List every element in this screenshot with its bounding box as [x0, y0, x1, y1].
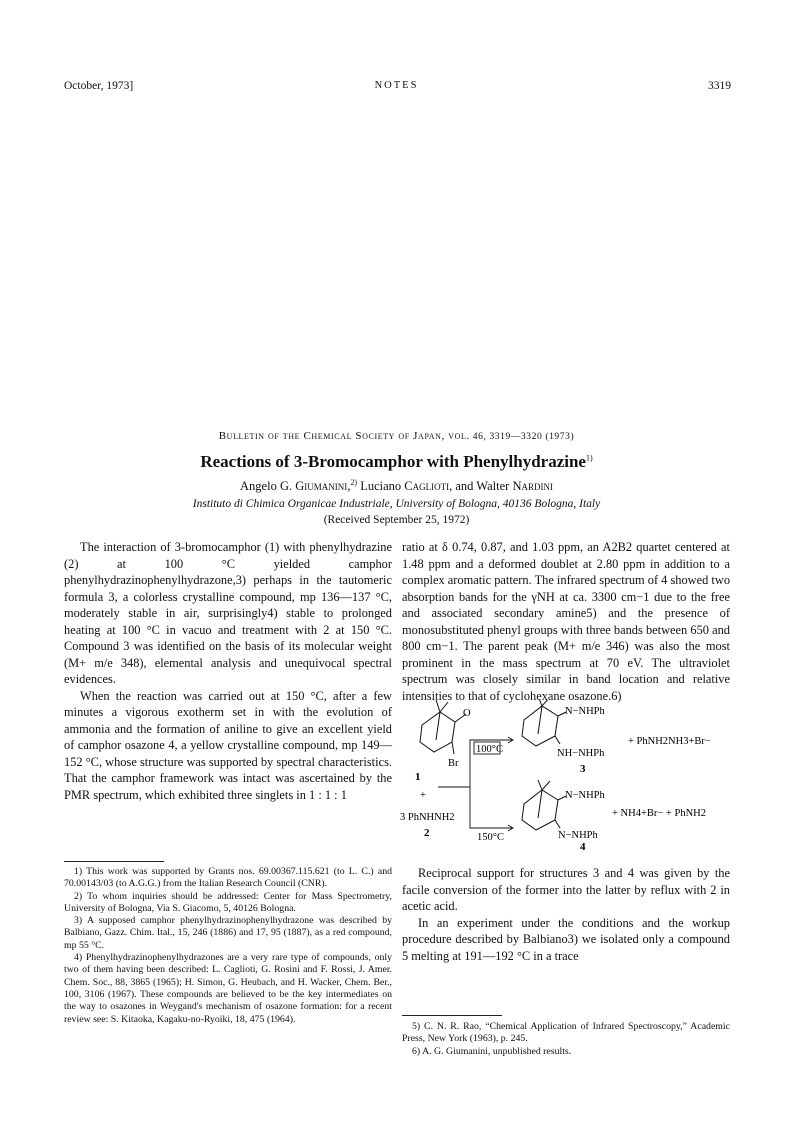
author-join: and Walter — [455, 479, 510, 494]
footnotes-right — [402, 1021, 730, 1058]
compound-label-4: 4 — [580, 841, 586, 850]
plus-sign: + — [420, 790, 426, 801]
footnote: 3) A supposed camphor phenylhydrazinophenylhydrazone was described by Balbiano, Gazz. Chim. Ital., 15, 246 (1886) and 17, 95 (1887), as a red compound, mp 55 °C. — [64, 915, 392, 951]
article-title — [0, 452, 793, 472]
footnote: 5) C. N. R. Rao, “Chemical Application of Infrared Spectroscopy,” Academic Press, New York (1963), p. 245. — [402, 1021, 730, 1045]
product4-byproducts: + NH4+Br− + PhNH2 — [612, 808, 706, 819]
journal-citation — [0, 430, 793, 442]
page-number: 3319 — [708, 80, 731, 92]
oxygen-label: O — [463, 708, 471, 719]
title-text: Reactions of 3-Bromocamphor with Phenylhydrazine — [200, 452, 586, 471]
footnote: 2) To whom inquiries should be addressed: Center for Mass Spectrometry, University of Bologna, Via S. Giacomo, 5, 40126 Bologna. — [64, 890, 392, 914]
temp-label-150: 150°C — [477, 832, 504, 843]
paragraph: ratio at δ 0.74, 0.87, and 1.03 ppm, an A2B2 quartet centered at 1.48 ppm and a deformed doublet at 2.80 ppm in addition to a complex aromatic pattern. The infrared spectrum of 4 showed two absorption bands for the γNH at ca. 3300 cm−1 due to the free and associated secondary amine5) and the presence of monosubstituted phenyl groups with three bands between 650 and 800 cm−1. The parent peak (M+ m/e 346) was also the most prominent in the mass spectrum at 70 eV. The ultraviolet spectrum was closely similar in band location and relative intensities to that of cyclohexane osazone.6) — [402, 540, 731, 703]
journal-volume: 46, 3319—3320 (1973) — [472, 432, 575, 442]
paragraph: Reciprocal support for structures 3 and 4 was given by the facile conversion of the former into the latter by reflux with 2 in acetic acid. — [402, 866, 730, 913]
affiliation: Instituto di Chimica Organicae Industriale, University of Bologna, 40136 Bologna, Italy — [192, 498, 601, 510]
running-header-date: October, 1973] — [64, 80, 134, 92]
reaction-scheme — [400, 700, 736, 850]
compound-label-3: 3 — [580, 763, 586, 775]
body-right-column — [402, 539, 730, 704]
body-right-column-lower — [402, 865, 730, 964]
phenylhydrazine-label: 3 PhNHNH2 — [400, 812, 455, 823]
paragraph: When the reaction was carried out at 150 °C, after a few minutes a vigorous exotherm set in with the evolution of ammonia and the formation of aniline to give an excellent yield of camphor osazone 4, a yellow crystalline compound, mp 149—152 °C, whose structure was supported by spectral characteristics. That the camphor framework was intact was ascertained by the PMR spectrum, which exhibited three singlets in 1 : 1 : 1 — [64, 688, 392, 802]
body-left-column — [64, 539, 392, 803]
footnote-rule — [402, 1015, 502, 1016]
received-date: (Received September 25, 1972) — [323, 514, 470, 526]
paragraph: In an experiment under the conditions and the workup procedure described by Balbiano3) we isolated only a compound 5 melting at 191—192 °C in a trace — [402, 915, 730, 963]
footnote: 4) Phenylhydrazinophenylhydrazones are a very rare type of compounds, only two of them having been described: L. Caglioti, G. Rosini and F. Rossi, J. Amer. Chem. Soc., 88, 3865 (1965); H. Simon, G. Heubach, and H. Wacker, Chem. Ber., 100, 3106 (1967). These compounds are believed to be the key intermediates on the way to osazones in Weygand's mechanism of osazone formation: for a recent review see: S. Kitaoka, Kagaku-no-Ryoiki, 18, 475 (1964). — [64, 952, 392, 1025]
author2-first: Luciano — [360, 479, 402, 494]
author3-last: Nardini — [512, 479, 553, 494]
bromocamphor-structure — [420, 700, 466, 754]
product3-top-group: N−NHPh — [565, 706, 605, 717]
footnote: 1) This work was supported by Grants nos. 69.00367.115.621 (to L. C.) and 70.00143/03 (to A.G.G.) from the Italian Research Council (CNR). — [64, 866, 392, 890]
product3-bottom-group: NH−NHPh — [557, 748, 605, 759]
author1-note: 2) — [350, 478, 358, 487]
author1-first: Angelo G. — [240, 479, 293, 494]
bromo-label: Br — [448, 758, 459, 769]
footnote-rule — [64, 861, 164, 862]
title-footnote-marker: 1) — [585, 453, 593, 463]
product4-top-group: N−NHPh — [565, 790, 605, 801]
hydrazone-structure — [522, 700, 566, 746]
paragraph: The interaction of 3-bromocamphor (1) with phenylhydrazine (2) at 100 °C yielded camphor phenylhydrazinophenylhydrazone,3) perhaps in the tautomeric formula 3, a colorless crystalline compound, mp 136—137 °C, moderately stable in air, surprisingly4) stable to prolonged heating at 100 °C in vacuo and treatment with 2 at 150 °C. Compound 3 was identified on the basis of its molecular weight (M+ m/e 348), elemental analysis and unequivocal spectral evidences. — [64, 540, 392, 686]
author-list — [0, 478, 793, 494]
product3-byproduct: + PhNH2NH3+Br− — [628, 736, 711, 747]
temp-label-100: 100°C — [476, 744, 503, 755]
author1-last: Giumanini, — [295, 479, 351, 494]
osazone-structure — [522, 780, 566, 830]
running-header-section: NOTES — [374, 80, 419, 91]
product4-bottom-group: N−NHPh — [558, 830, 598, 841]
footnotes-left — [64, 866, 392, 1026]
journal-name: Bulletin of the Chemical Society of Japan, vol. — [218, 430, 470, 442]
footnote: 6) A. G. Giumanini, unpublished results. — [412, 1045, 572, 1057]
author2-last: Caglioti, — [404, 479, 453, 494]
compound-label-1: 1 — [415, 771, 421, 783]
compound-label-2: 2 — [424, 827, 430, 839]
